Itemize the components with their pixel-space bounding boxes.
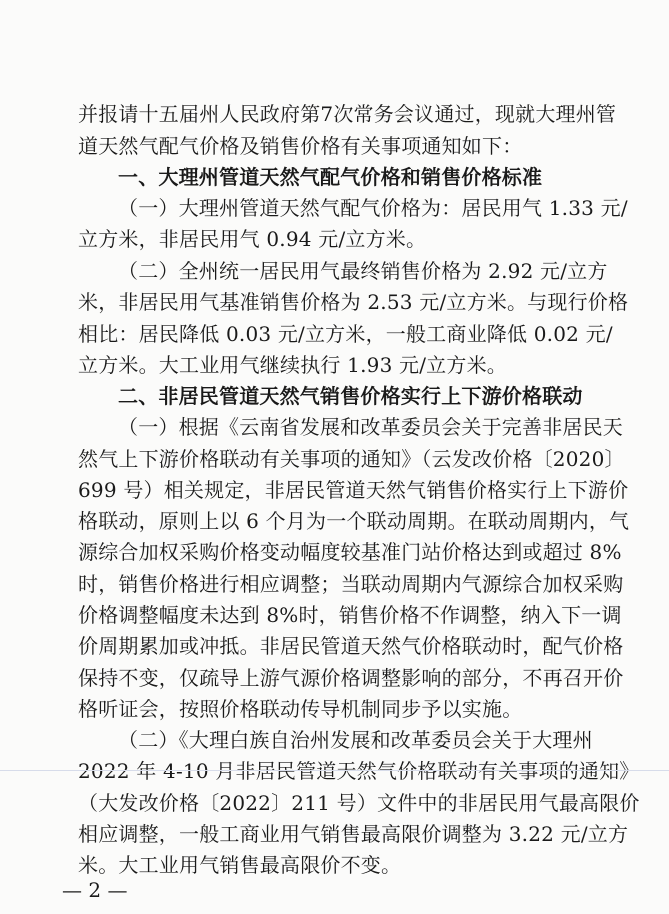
body-line: 然气上下游价格联动有关事项的通知》（云发改价格〔2020〕 bbox=[78, 447, 625, 471]
body-line: （二）《大理白族自治州发展和改革委员会关于大理州 bbox=[118, 728, 593, 752]
body-line: 价周期累加或冲抵。非居民管道天然气价格联动时，配气价格 bbox=[78, 634, 624, 658]
body-line: 道天然气配气价格及销售价格有关事项通知如下： bbox=[78, 134, 523, 158]
body-line: （一）大理州管道天然气配气价格为：居民用气 1.33 元/ bbox=[118, 196, 628, 220]
body-line: 立方米，非居民用气 0.94 元/立方米。 bbox=[78, 227, 427, 251]
body-line: 相应调整，一般工商业用气销售最高限价调整为 3.22 元/立方 bbox=[78, 822, 629, 846]
body-line: （一）根据《云南省发展和改革委员会关于完善非居民天 bbox=[118, 415, 623, 439]
section-heading: 二、非居民管道天然气销售价格实行上下游价格联动 bbox=[118, 384, 583, 408]
body-line: （二）全州统一居民用气最终销售价格为 2.92 元/立方 bbox=[118, 259, 608, 283]
body-line: 格听证会，按照价格联动传导机制同步予以实施。 bbox=[78, 697, 523, 721]
body-line: 保持不变，仅疏导上游气源价格调整影响的部分，不再召开价 bbox=[78, 666, 624, 690]
body-line: 时，销售价格进行相应调整；当联动周期内气源综合加权采购 bbox=[78, 572, 624, 596]
body-line: 源综合加权采购价格变动幅度较基准门站价格达到或超过 8% bbox=[78, 540, 622, 564]
section-heading: 一、大理州管道天然气配气价格和销售价格标准 bbox=[118, 165, 543, 189]
body-line: 相比：居民降低 0.03 元/立方米，一般工商业降低 0.02 元/ bbox=[78, 322, 613, 346]
body-line: 格联动，原则上以 6 个月为一个联动周期。在联动周期内，气 bbox=[78, 509, 630, 533]
body-line: 立方米。大工业用气继续执行 1.93 元/立方米。 bbox=[78, 353, 507, 377]
page-number: — 2 — bbox=[62, 878, 128, 902]
body-line: 米。大工业用气销售最高限价不变。 bbox=[78, 853, 402, 877]
scan-fold-line bbox=[0, 770, 669, 771]
body-line: 699 号）相关规定，非居民管道天然气销售价格实行上下游价 bbox=[78, 478, 629, 502]
body-line: （大发改价格〔2022〕211 号）文件中的非居民用气最高限价 bbox=[78, 791, 640, 815]
body-line: 并报请十五届州人民政府第7次常务会议通过，现就大理州管 bbox=[78, 102, 617, 126]
body-line: 价格调整幅度未达到 8%时，销售价格不作调整，纳入下一调 bbox=[78, 603, 622, 627]
body-line: 2022 年 4-10 月非居民管道天然气价格联动有关事项的通知》 bbox=[78, 759, 640, 783]
body-line: 米，非居民用气基准销售价格为 2.53 元/立方米。与现行价格 bbox=[78, 290, 629, 314]
